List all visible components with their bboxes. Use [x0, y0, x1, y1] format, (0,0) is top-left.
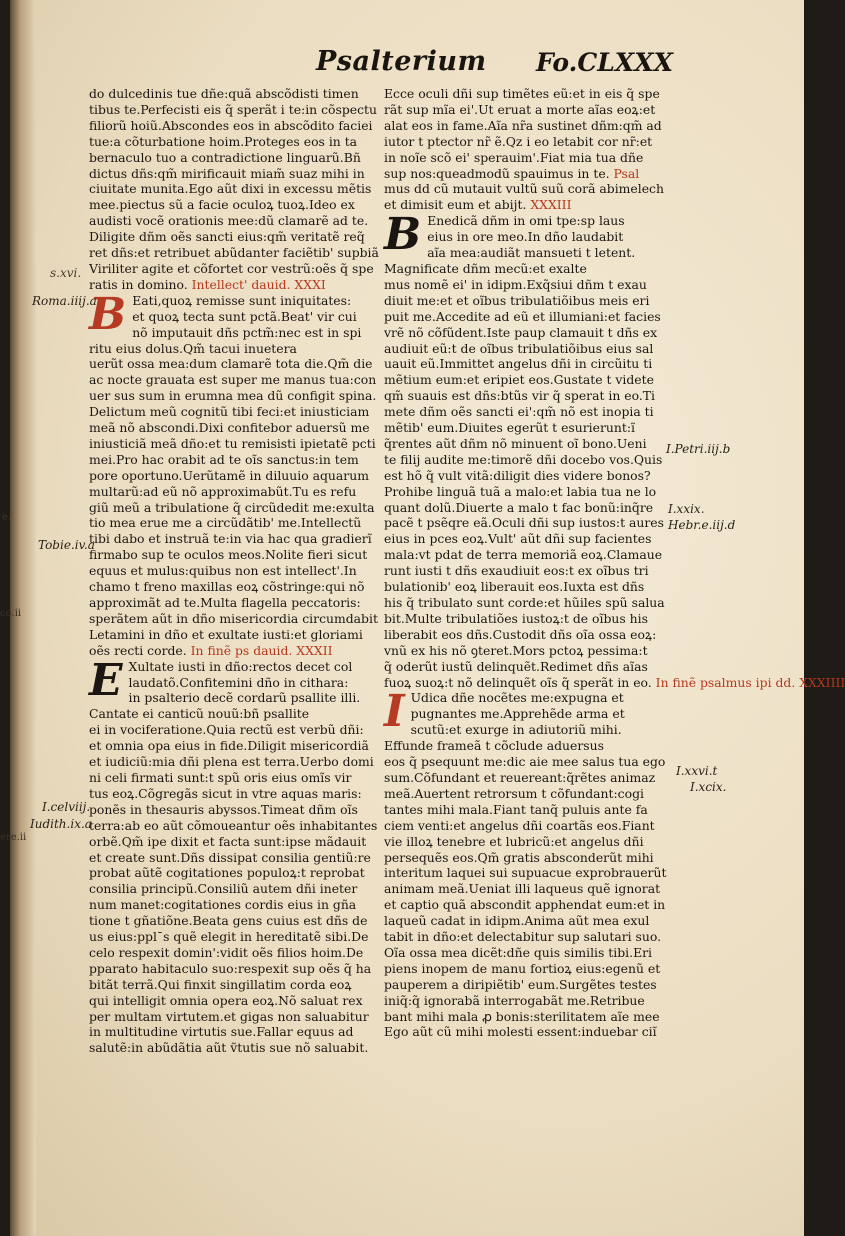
text-line [384, 897, 666, 913]
line-text: iutor t ptector nr̃ ẽ.Qz i eo letabit cor nr̃:et [384, 133, 653, 149]
line-text: chamo t freno maxillas eoꝝ cõstringe:qui nõ [89, 579, 365, 595]
text-line [384, 865, 667, 881]
edge-note: ce.ii [0, 608, 22, 619]
line-text: ratis in domino. [89, 276, 188, 292]
text-line [384, 802, 656, 818]
text-line [89, 229, 371, 245]
line-text: Letamini in dño et exultate iusti:et gloriami [89, 626, 363, 642]
rubric: Psal [609, 165, 640, 181]
text-line [89, 961, 371, 977]
text-line [384, 229, 656, 245]
text-line [89, 850, 371, 866]
line-text: ritu eius dolus.Qm̃ tacui inuetera [89, 340, 297, 356]
text-line [384, 643, 656, 659]
line-text: diuit me:et et oĩbus tribulatiõibus meis eri [384, 292, 650, 308]
margin-note: s.xvi. [50, 266, 82, 280]
line-text: Eati,quoꝝ remisse sunt iniquitates: [132, 292, 352, 308]
line-text: bit.Multe tribulatiões iustoꝝ:t de oĩbus his [384, 610, 648, 626]
line-text: q̃ oderũt iustũ delinquẽt.Redimet dñs aĩas [384, 658, 648, 674]
line-text: salutẽ:in abũdãtia aũt ṽtutis sue nõ saluabit. [89, 1040, 369, 1056]
line-text: pugnantes me.Apprehẽde arma et [410, 706, 625, 722]
line-text: pparato habitaculo suo:respexit sup oẽs q̃ ha [89, 960, 372, 976]
line-text: eius in ore meo.In dño laudabit [427, 229, 624, 245]
text-line [384, 451, 663, 468]
text-line [384, 531, 656, 547]
line-text: qm̃ suauis est dñs:btũs vir q̃ sperat in eo.Ti [384, 388, 655, 404]
text-line [384, 627, 656, 643]
text-line [384, 102, 656, 118]
margin-note: Hebr.e.iij.d [668, 518, 736, 532]
text-line [89, 675, 371, 691]
text-line [89, 817, 378, 834]
edge-note: ere.ii [0, 832, 27, 843]
margin-note: I.xxix. [668, 502, 705, 516]
text-line [89, 260, 374, 277]
text-line [384, 563, 656, 579]
line-text: uer sus sum in erumna mea dũ configit spina. [89, 388, 377, 404]
text-line [89, 515, 371, 531]
text-line [384, 659, 656, 675]
text-line [89, 643, 371, 659]
line-text: nõ imputauit dñs pctm̃:nec est in spi [132, 324, 362, 340]
line-text: mei.Pro hac orabit ad te oĩs sanctus:in tem [89, 451, 359, 467]
rubric: In finẽ psalmus ipi dd. XXXIIII [651, 674, 845, 690]
line-text: scutũ:et exurge in adiutoriũ mihi. [410, 722, 622, 738]
text-line [89, 547, 371, 563]
line-text: Prohibe linguã tuã a malo:et labia tua ne lo [384, 483, 657, 499]
text-line [89, 197, 371, 213]
text-line [384, 850, 656, 866]
line-text: tibi dabo et instruã te:in via hac qua gradierĩ [89, 531, 372, 547]
text-line [384, 706, 656, 722]
line-text: giũ meũ a tribulatione q̃ circũdedit me:exulta [89, 499, 375, 515]
text-line [89, 563, 371, 579]
line-text: tue:a cõturbatione hoim.Proteges eos in ta [89, 133, 358, 149]
text-line [89, 913, 371, 929]
text-line [89, 356, 371, 372]
text-line [384, 261, 656, 277]
rubric: Intellect' dauid. XXXI [187, 276, 326, 292]
line-text: persequẽs eos.Qm̃ gratis absconderũt mihi [384, 849, 654, 865]
text-line [384, 134, 656, 150]
text-line [89, 420, 371, 436]
left-text-column [89, 86, 379, 1056]
line-text: Xultate iusti in dño:rectos decet col [128, 658, 353, 674]
margin-note: I.xcix. [690, 780, 727, 794]
text-line [384, 484, 656, 500]
text-line [384, 818, 656, 834]
text-line [384, 308, 661, 325]
line-text: quant dolũ.Diuerte a malo t fac bonũ:inq̃re [384, 499, 654, 515]
line-text: aĩa mea:audiãt mansueti t letent. [427, 245, 636, 261]
line-text: Udica dñe nocẽtes me:expugna et [410, 690, 624, 706]
margin-note: I.Petri.iij.b [666, 442, 731, 456]
line-text: alat eos in fame.Aĩa nr̃a sustinet dñm:qm̃ ad [384, 117, 662, 133]
text-line [89, 929, 371, 945]
text-line [89, 499, 375, 516]
line-text: consilia principũ.Consiliũ autem dñi ineter [89, 881, 358, 897]
text-line [89, 786, 371, 802]
text-line [384, 754, 666, 770]
text-line [384, 960, 661, 977]
text-line [384, 977, 656, 993]
running-header [0, 46, 804, 86]
text-line [384, 325, 656, 341]
line-text: ciuitate munita.Ego aũt dixi in excessu mẽtis [89, 181, 372, 197]
text-line [384, 738, 656, 754]
text-line [89, 134, 371, 150]
line-text: vrẽ nõ cõfũdent.Iste paup clamauit t dñs ex [384, 324, 658, 340]
text-line [384, 500, 656, 516]
edge-note: e. [2, 512, 12, 523]
text-line [89, 166, 371, 182]
text-line [89, 706, 371, 722]
text-line [384, 468, 656, 484]
line-text: bulationib' eoꝝ liberauit eos.Iuxta est dñs [384, 579, 645, 595]
text-line [89, 579, 371, 595]
line-text: laudatõ.Confitemini dño in cithara: [128, 674, 349, 690]
line-text: iniq̃:q̃ ignorabã interrogabãt me.Retribue [384, 992, 645, 1008]
text-line [89, 897, 371, 913]
margin-note: Roma.iiij.a [32, 294, 97, 308]
line-text: eius in pces eoꝝ.Vult' aũt dñi sup facientes [384, 531, 652, 547]
line-text: Ecce oculi dñi sup timẽtes eũ:et in eis q̃ spe [384, 86, 660, 101]
line-text: Diligite dñm oẽs sancti eius:qm̃ veritatẽ req̃ [89, 229, 365, 245]
text-line [89, 388, 377, 404]
line-text: rãt sup mĩa ei'.Ut eruat a morte aĩas eoꝝ:et [384, 101, 656, 117]
line-text: audisti vocẽ orationis mee:dũ clamarẽ ad te. [89, 213, 369, 229]
line-text: per multam virtutem.et gigas non saluabitur [89, 1008, 369, 1024]
text-line [89, 118, 371, 134]
line-text: interitum laquei sui supuacue exprobrauerũt [384, 865, 667, 881]
text-line [89, 722, 371, 738]
text-line [384, 86, 660, 102]
text-line [89, 595, 371, 611]
line-text: et iudiciũ:mia dñi plena est terra.Uerbo domi [89, 754, 374, 770]
line-text: bant mihi mala ꝓ bonis:sterilitatem aĩe mee [384, 1008, 660, 1024]
text-line [89, 802, 371, 818]
text-line [384, 595, 665, 611]
text-line [89, 627, 371, 643]
line-text: pacẽ t psẽqre eã.Oculi dñi sup iustos:t aures [384, 515, 664, 531]
text-line [384, 913, 656, 929]
margin-note: Tobie.iv.a [38, 538, 95, 552]
line-text: et dimisit eum et abijt. [384, 197, 527, 213]
line-text: equus et mulus:quibus non est intellect'.In [89, 563, 357, 579]
text-line [89, 531, 371, 547]
text-line [384, 420, 656, 436]
line-text: orbẽ.Qm̃ ipe dixit et facta sunt:ipse mãdauit [89, 833, 367, 849]
text-line [89, 690, 371, 706]
line-text: Cantate ei canticũ nouũ:bñ psallite [89, 706, 310, 722]
decorated-initial: B [89, 288, 127, 340]
text-line [384, 341, 656, 357]
line-text: liberabit eos dñs.Custodit dñs oĩa ossa eoꝝ: [384, 626, 657, 642]
text-line [384, 1024, 656, 1040]
text-line [384, 611, 656, 627]
page-title: Psalterium [316, 46, 487, 77]
line-text: Enedicã dñm in omi tpe:sp laus [427, 213, 625, 229]
text-line [384, 404, 656, 420]
text-line [89, 341, 371, 357]
line-text: et quoꝝ tecta sunt pctã.Beat' vir cui [132, 308, 357, 324]
text-line [89, 977, 371, 993]
line-text: us eius:pplˉs quẽ elegit in hereditatẽ sibi.De [89, 929, 369, 945]
text-line [89, 245, 379, 261]
text-line [384, 166, 656, 182]
line-text: ei in vociferatione.Quia rectũ est verbũ dñi: [89, 722, 364, 738]
line-text: uerũt ossa mea:dum clamarẽ tota die.Qm̃ die [89, 356, 373, 372]
text-line [89, 484, 371, 500]
line-text: Effunde frameã t cõclude aduersus [384, 738, 604, 754]
line-text: approximãt ad te.Multa flagella peccatoris: [89, 595, 361, 610]
line-text: mete dñm oẽs sancti ei':qm̃ nõ est inopia ti [384, 404, 654, 420]
text-line [89, 435, 376, 452]
text-line [89, 1024, 371, 1040]
line-text: firmabo sup te oculos meos.Nolite fieri sicut [89, 547, 368, 563]
line-text: do dulcedinis tue dñe:quã abscõdisti timen [89, 86, 359, 101]
text-line [89, 770, 371, 786]
text-line [89, 404, 371, 420]
line-text: mala:vt pdat de terra memoriã eoꝝ.Clamaue [384, 547, 663, 563]
text-line [89, 881, 371, 897]
text-line [89, 468, 371, 484]
line-text: mee.piectus sũ a facie oculoꝝ tuoꝝ.Ideo ex [89, 197, 355, 213]
line-text: uauit eũ.Immittet angelus dñi in circũitu ti [384, 356, 653, 372]
line-text: est hõ q̃ vult vitã:diligit dies videre bonos? [384, 467, 651, 483]
line-text: vnũ ex his nõ ꝯteret.Mors pctoꝝ pessima:t [384, 642, 648, 658]
line-text: in psalterio decẽ cordarũ psallite illi. [128, 690, 361, 706]
text-line [384, 181, 664, 197]
text-line [89, 213, 371, 229]
text-line [384, 881, 661, 897]
decorated-initial: E [89, 654, 123, 706]
line-text: Magnificate dñm mecũ:et exalte [384, 260, 587, 276]
text-line [384, 277, 656, 293]
line-text: iniusticiã meã dño:et tu remisisti ipietatẽ pcti [89, 435, 376, 451]
text-line [384, 579, 656, 595]
line-text: sup nos:queadmodũ spauimus in te. [384, 165, 610, 181]
rubric: In finẽ ps dauid. XXXII [186, 642, 333, 658]
line-text: multarũ:ad eũ nõ approximabũt.Tu es refu [89, 483, 357, 499]
line-text: mẽtium eum:et eripiet eos.Gustate t videte [384, 372, 654, 388]
text-line [384, 674, 845, 691]
text-line [384, 150, 656, 166]
line-text: tibus te.Perfecisti eis q̃ sperãt i te:in cõspectu [89, 101, 378, 117]
line-text: animam meã.Ueniat illi laqueus quẽ ignorat [384, 881, 661, 897]
line-text: in noĩe scõ ei' sperauim'.Fiat mia tua dñe [384, 149, 644, 165]
line-text: sperãtem aũt in dño misericordia circumdabit [89, 610, 378, 626]
folio-number: Fo.CLXXX [536, 48, 673, 77]
text-line [89, 309, 371, 325]
line-text: ac nocte grauata est super me manus tua:con [89, 372, 377, 388]
text-line [384, 356, 656, 372]
line-text: tabit in dño:et delectabitur sup salutari suo. [384, 929, 662, 945]
text-line [384, 770, 656, 786]
line-text: terra:ab eo aũt cõmoueantur oẽs inhabitantes [89, 817, 378, 833]
line-text: runt iusti t dñs exaudiuit eos:t ex oĩbus tri [384, 563, 649, 579]
line-text: his q̃ tribulato sunt corde:et hũiles spũ salua [384, 595, 665, 610]
line-text: pore oportuno.Uerũtamẽ in diluuio aquarum [89, 467, 369, 483]
line-text: ni celi firmati sunt:t spũ oris eius omĩs vir [89, 769, 352, 785]
margin-note: Iudith.ix.a [30, 817, 92, 831]
line-text: et create sunt.Dñs dissipat consilia gentiũ:re [89, 849, 371, 865]
rubric: XXXIII [526, 197, 572, 213]
text-line [89, 101, 378, 118]
line-text: meã nõ abscondi.Dixi confitebor aduersũ me [89, 420, 370, 436]
line-text: ret dñs:et retribuet abũdanter faciẽtib' supbiã [89, 245, 379, 261]
text-line [89, 993, 371, 1009]
text-line [384, 388, 656, 404]
line-text: mus dd cũ mutauit vultũ suũ corã abimelech [384, 181, 664, 197]
line-text: qui intelligit omnia opera eoꝝ.Nõ saluat rex [89, 992, 363, 1008]
text-line [89, 325, 371, 341]
margin-note: I.xxvi.t [676, 764, 718, 778]
text-line [89, 277, 371, 293]
line-text: vie illoꝝ tenebre et lubricũ:et angelus dñi [384, 833, 644, 849]
line-text: te filij audite me:timorẽ dñi docebo vos.Quis [384, 451, 663, 467]
text-line [89, 865, 371, 881]
text-line [89, 452, 371, 468]
decorated-initial: B [384, 209, 422, 261]
line-text: ponẽs in thesauris abyssos.Timeat dñm oĩs [89, 801, 358, 817]
line-text: q̃rentes aũt dñm nõ minuent oĩ bono.Ueni [384, 435, 647, 451]
text-line [89, 1009, 371, 1025]
line-text: laqueũ cadat in idipm.Anima aũt mea exul [384, 913, 650, 929]
text-line [89, 181, 371, 197]
line-text: tio mea erue me a circũdãtib' me.Intellectũ [89, 515, 362, 531]
line-text: tantes mihi mala.Fiant tanq̃ puluis ante fa [384, 801, 648, 817]
text-line [89, 610, 378, 627]
text-line [384, 722, 656, 738]
text-line [384, 786, 656, 802]
text-line [384, 293, 656, 309]
decorated-initial: I [384, 686, 405, 738]
line-text: bitãt terrã.Qui finxit singillatim corda eoꝝ [89, 976, 352, 992]
line-text: sum.Cõfundant et reuereant:q̃rẽtes animaz [384, 769, 656, 785]
line-text: eos q̃ psequunt me:dic aie mee salus tua ego [384, 754, 666, 770]
text-line [384, 929, 662, 945]
line-text: et captio quã abscondit apphendat eum:et in [384, 897, 666, 913]
margin-note: I.celviij. [42, 800, 91, 814]
text-line [384, 945, 656, 961]
text-line [384, 117, 662, 134]
line-text: tus eoꝝ.Cõgregãs sicut in vtre aquas maris: [89, 785, 362, 801]
text-line [384, 197, 656, 213]
line-text: Viriliter agite et cõfortet cor vestrũ:oẽs q̃ spe [89, 260, 374, 276]
line-text: Delictum meũ cognitũ tibi feci:et iniusticiam [89, 404, 370, 420]
text-line [384, 245, 656, 261]
line-text: tione t gñatiõne.Beata gens cuius est dñs de [89, 913, 368, 929]
line-text: et omnia opa eius in fide.Diligit misericordiã [89, 738, 369, 754]
text-line [384, 372, 656, 388]
line-text: fuoꝝ suoꝝ:t nõ delinquẽt oĩs q̃ sperãt in eo. [384, 674, 652, 690]
line-text: ciem venti:et angelus dñi coartãs eos.Fiant [384, 817, 655, 833]
text-line [89, 86, 371, 102]
text-line [384, 834, 656, 850]
line-text: filiorũ hoiũ.Abscondes eos in abscõdito faciei [89, 117, 373, 133]
line-text: num manet:cogitationes cordis eius in gña [89, 897, 357, 913]
text-line [89, 738, 371, 754]
line-text: Ego aũt cũ mihi molesti essent:induebar ciĩ [384, 1024, 657, 1040]
text-line [89, 754, 374, 770]
line-text: mẽtib' eum.Diuites egerũt t esurierunt:ĩ [384, 420, 635, 436]
text-line [384, 547, 663, 563]
line-text: oẽs recti corde. [89, 642, 187, 658]
text-line [89, 945, 371, 961]
line-text: audiuit eũ:t de oĩbus tribulatiõibus eius sal [384, 340, 654, 356]
line-text: celo respexit domin':vidit oẽs filios hoim.De [89, 944, 364, 960]
line-text: bernaculo tuo a contradictione linguarũ.Bñ [89, 149, 361, 165]
line-text: probat aũtẽ cogitationes populoꝝ:t reprobat [89, 865, 365, 881]
line-text: in multitudine virtutis sue.Fallar equus ad [89, 1024, 354, 1040]
text-line [89, 372, 377, 388]
line-text: puit me.Accedite ad eũ et illumiani:et facies [384, 308, 661, 324]
text-line [89, 1040, 371, 1056]
text-line [384, 1008, 660, 1025]
line-text: piens inopem de manu fortioꝝ eius:egenũ et [384, 960, 661, 976]
text-line [384, 436, 656, 452]
text-line [384, 515, 664, 531]
text-line [89, 834, 371, 850]
line-text: mus nomẽ ei' in idipm.Exq̃siui dñm t exau [384, 276, 647, 292]
line-text: Oĩa ossa mea dicẽt:dñe quis similis tibi.Eri [384, 944, 652, 960]
text-line [384, 993, 656, 1009]
line-text: pauperem a diripiẽtib' eum.Surgẽtes testes [384, 976, 657, 992]
line-text: meã.Auertent retrorsum t cõfundant:cogi [384, 785, 644, 801]
text-line [89, 150, 371, 166]
line-text: dictus dñs:qm̃ mirificauit miam̃ suaz mihi in [89, 165, 365, 181]
